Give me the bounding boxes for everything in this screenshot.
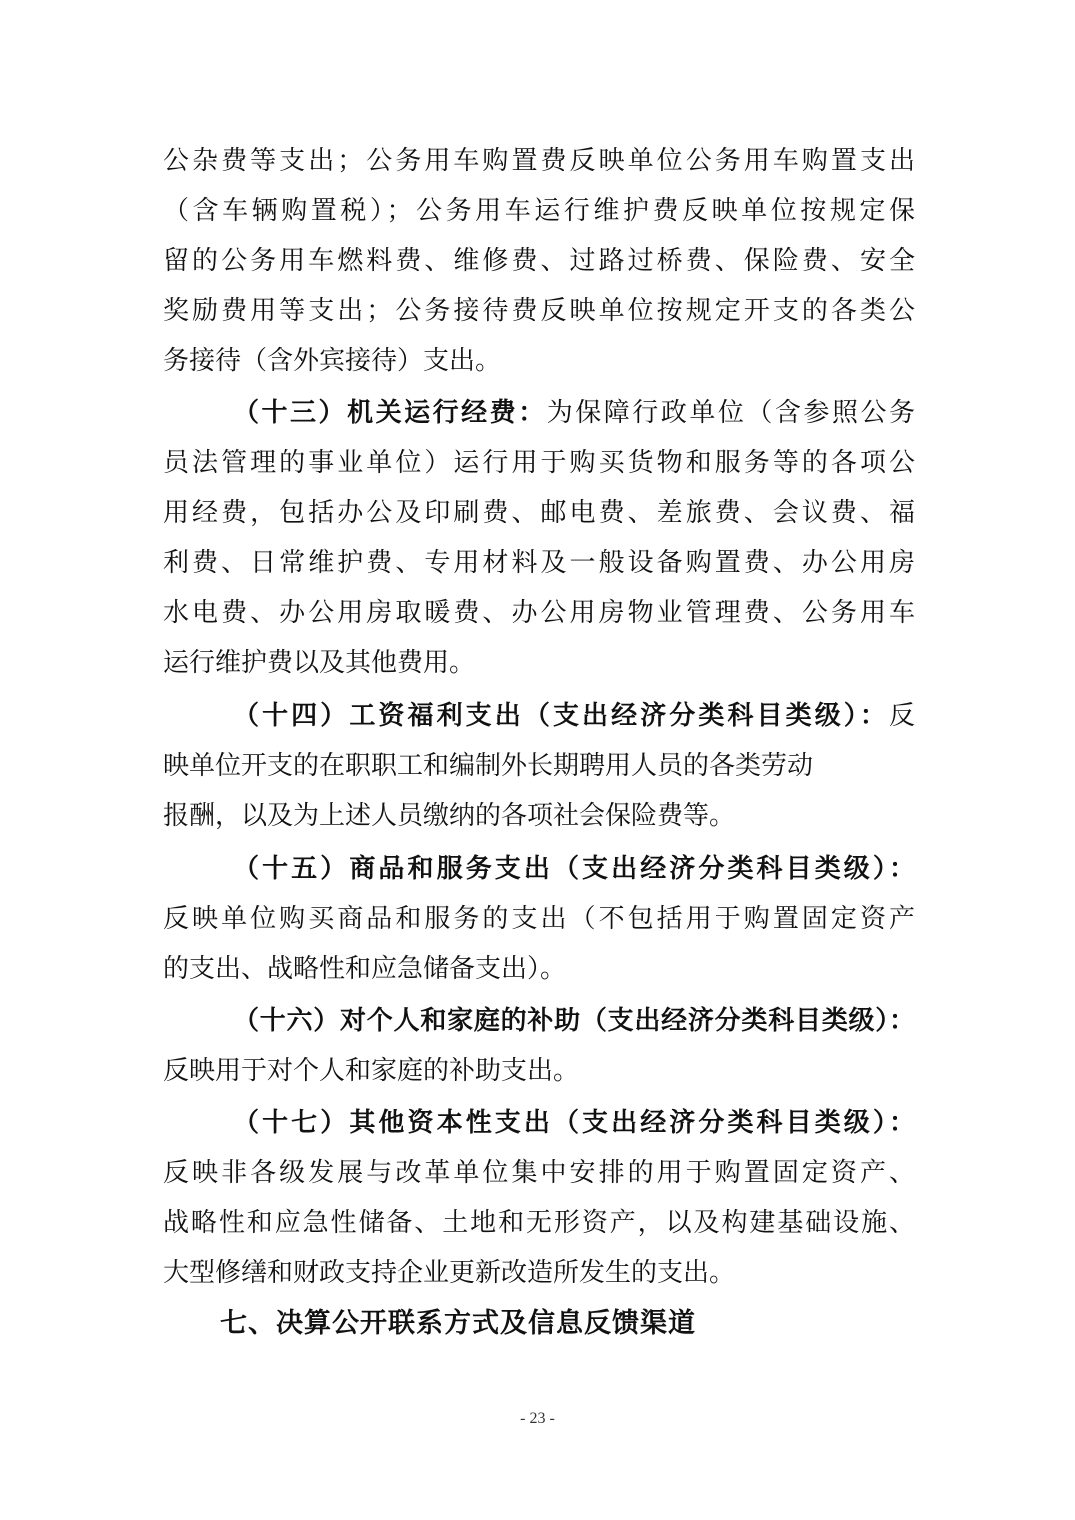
item-16-first-line <box>233 1001 915 1041</box>
page-number: - 23 - <box>520 1410 555 1427</box>
paragraph-line: 务接待（含外宾接待）支出。 <box>163 346 502 376</box>
paragraph-line: 用经费，包括办公及印刷费、邮电费、差旅费、会议费、福 <box>163 498 915 528</box>
paragraph-line: 公杂费等支出；公务用车购置费反映单位公务用车购置支出 <box>163 146 915 176</box>
paragraph-line: 留的公务用车燃料费、维修费、过路过桥费、保险费、安全 <box>163 246 915 276</box>
item-15-heading: （十五）商品和服务支出（支出经济分类科目类级）： <box>233 854 915 884</box>
paragraph-line: 水电费、办公用房取暖费、办公用房物业管理费、公务用车 <box>163 598 915 628</box>
paragraph-line: （含车辆购置税）；公务用车运行维护费反映单位按规定保 <box>163 196 915 226</box>
item-14-heading: （十四）工资福利支出（支出经济分类科目类级）： <box>233 701 889 731</box>
paragraph-line: 反映用于对个人和家庭的补助支出。 <box>163 1056 580 1086</box>
paragraph-line: 反映单位购买商品和服务的支出（不包括用于购置固定资产 <box>163 904 915 934</box>
item-16-heading: （十六）对个人和家庭的补助（支出经济分类科目类级）： <box>233 1006 915 1036</box>
paragraph-line: 映单位开支的在职职工和编制外长期聘用人员的各类劳动 <box>163 751 814 781</box>
paragraph-line: 报酬，以及为上述人员缴纳的各项社会保险费等。 <box>163 801 736 831</box>
paragraph-line: 奖励费用等支出；公务接待费反映单位按规定开支的各类公 <box>163 296 915 326</box>
paragraph-line: 运行维护费以及其他费用。 <box>163 648 476 678</box>
item-13-heading: （十三）机关运行经费： <box>233 398 547 428</box>
item-14-first-text: 反 <box>888 701 915 731</box>
item-17-first-line <box>233 1103 915 1143</box>
paragraph-line: 反映非各级发展与改革单位集中安排的用于购置固定资产、 <box>163 1158 915 1188</box>
item-13-first-text: 为保障行政单位（含参照公务 <box>546 398 915 428</box>
section-title: 七、决算公开联系方式及信息反馈渠道 <box>220 1308 696 1339</box>
item-17-heading: （十七）其他资本性支出（支出经济分类科目类级）： <box>233 1108 915 1138</box>
paragraph-line: 战略性和应急性储备、土地和无形资产，以及构建基础设施、 <box>163 1208 915 1238</box>
paragraph-line: 利费、日常维护费、专用材料及一般设备购置费、办公用房 <box>163 548 915 578</box>
paragraph-line: 的支出、战略性和应急储备支出）。 <box>163 954 567 984</box>
item-14-first-line <box>233 696 915 736</box>
paragraph-line: 大型修缮和财政支持企业更新改造所发生的支出。 <box>163 1258 736 1288</box>
item-15-first-line <box>233 849 915 889</box>
item-13-first-line <box>233 393 915 433</box>
paragraph-line: 员法管理的事业单位）运行用于购买货物和服务等的各项公 <box>163 448 915 478</box>
